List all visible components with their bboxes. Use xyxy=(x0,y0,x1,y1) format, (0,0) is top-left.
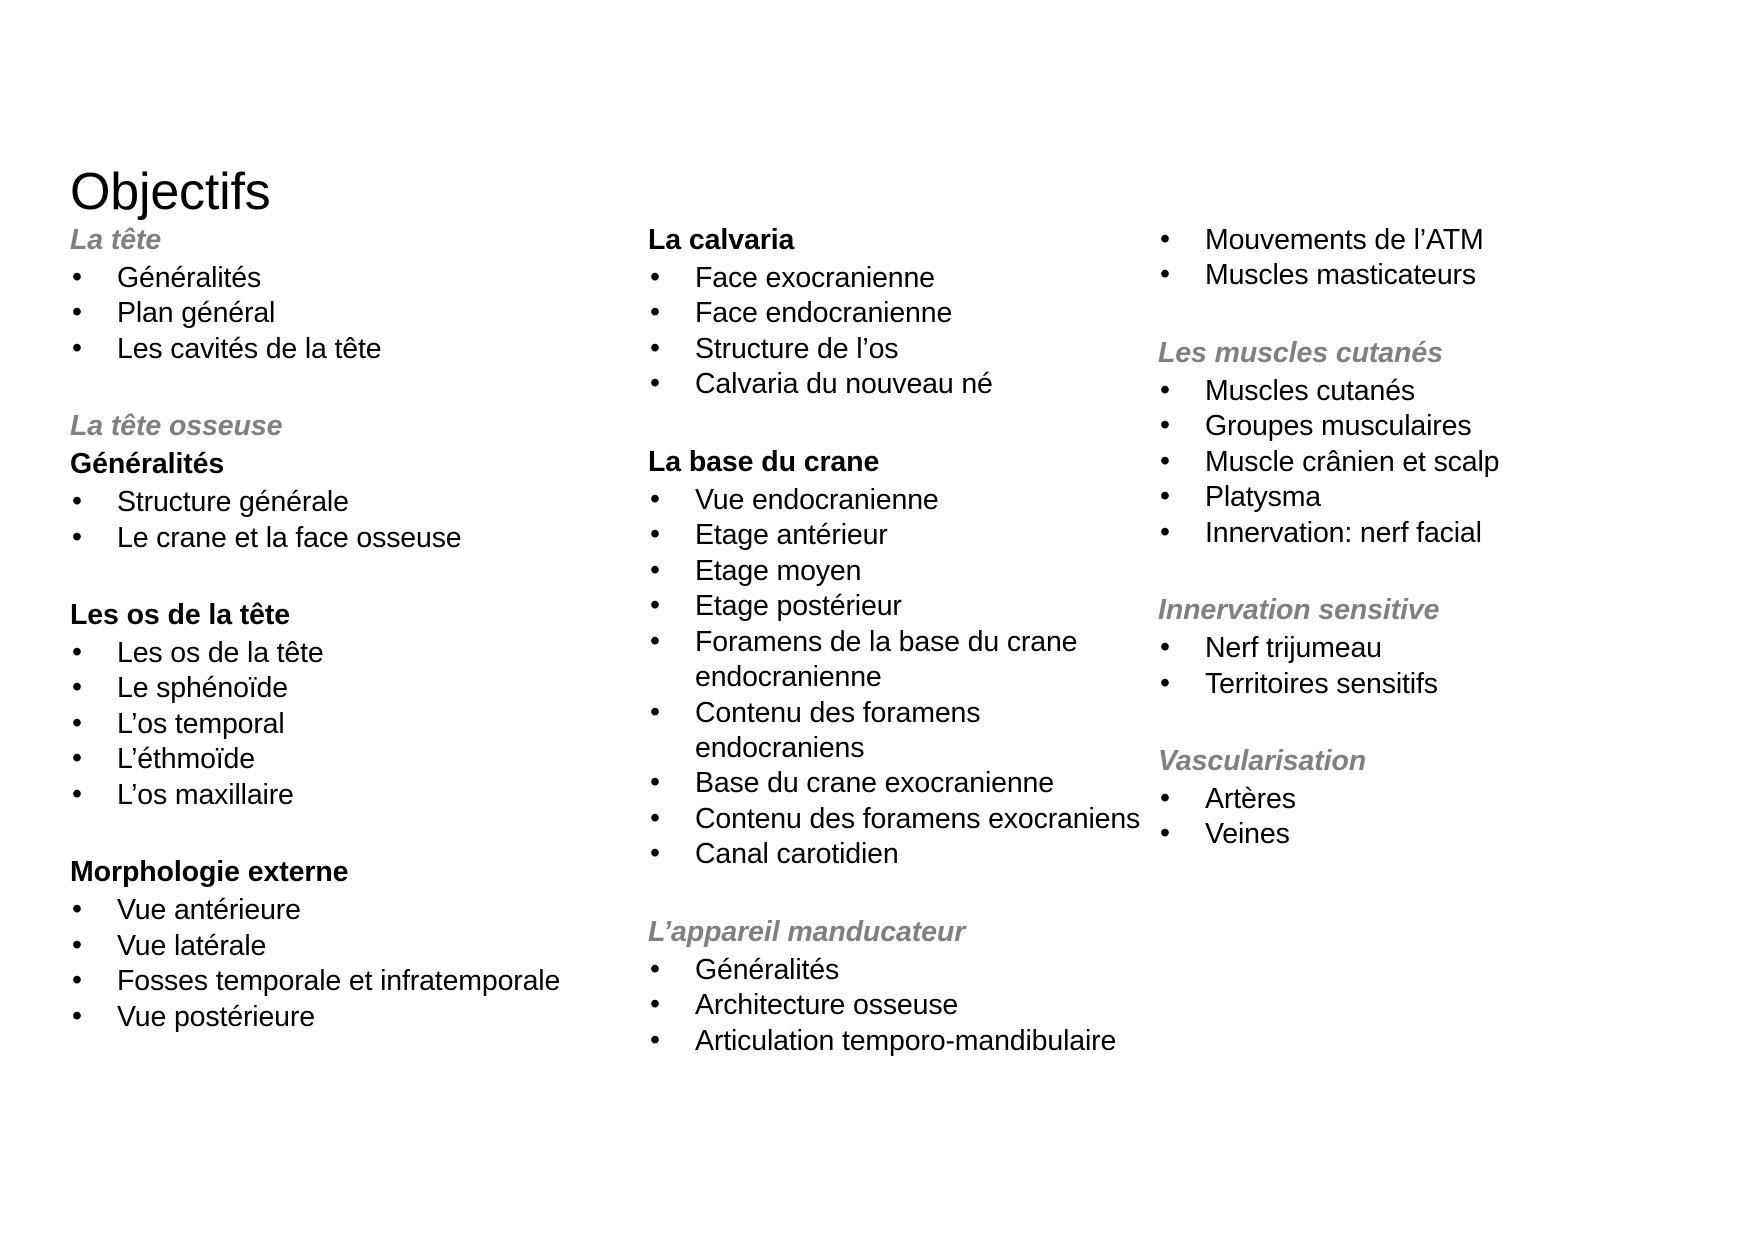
list-item: • Vue latérale xyxy=(70,929,634,964)
list-item: • Muscles cutanés xyxy=(1158,374,1658,409)
section-heading: Innervation sensitive xyxy=(1158,594,1440,627)
content-block xyxy=(70,223,634,367)
list-item: • Face exocranienne xyxy=(648,261,1148,296)
list-item: • Fosses temporale et infratemporale xyxy=(70,964,634,999)
list-item: • Vue postérieure xyxy=(70,1000,634,1035)
list-item: • Contenu des foramens exocraniens xyxy=(648,802,1148,837)
content-block xyxy=(648,223,1148,403)
list-item: • Innervation: nerf facial xyxy=(1158,516,1658,551)
list-item: • Mouvements de l’ATM xyxy=(1158,223,1658,258)
column-3 xyxy=(1158,223,1658,853)
bullet-list xyxy=(648,483,1148,873)
list-item: • Platysma xyxy=(1158,480,1658,515)
section-heading: Vascularisation xyxy=(1158,745,1367,778)
content-columns xyxy=(70,223,1695,1059)
bullet-list xyxy=(1158,223,1658,294)
bullet-list xyxy=(70,485,634,556)
sub-heading: La calvaria xyxy=(648,224,795,256)
list-item: • Le crane et la face osseuse xyxy=(70,521,634,556)
list-item: • Muscles masticateurs xyxy=(1158,258,1658,293)
column-1 xyxy=(70,223,648,1035)
content-block xyxy=(1158,744,1658,853)
list-item: • Nerf trijumeau xyxy=(1158,631,1658,666)
sub-heading: Généralités xyxy=(70,448,225,481)
list-item: • Contenu des foramens endocraniens xyxy=(648,696,1148,767)
list-item: • Etage antérieur xyxy=(648,518,1148,553)
bullet-list xyxy=(1158,631,1658,702)
list-item: • L’os temporal xyxy=(70,707,634,742)
list-item: • Artères xyxy=(1158,782,1658,817)
column-2 xyxy=(648,223,1158,1059)
list-item: • Architecture osseuse xyxy=(648,988,1148,1023)
bullet-list xyxy=(1158,374,1658,551)
list-item: • Le sphénoïde xyxy=(70,671,634,706)
list-item: • Structure générale xyxy=(70,485,634,520)
list-item: • Etage moyen xyxy=(648,554,1148,589)
sub-heading: Morphologie externe xyxy=(70,856,349,889)
bullet-list xyxy=(648,261,1148,403)
content-block xyxy=(1158,223,1658,294)
list-item: • Muscle crânien et scalp xyxy=(1158,445,1658,480)
bullet-list xyxy=(1158,782,1658,853)
list-item: • Vue endocranienne xyxy=(648,483,1148,518)
list-item: • Plan général xyxy=(70,296,634,331)
bullet-list xyxy=(70,636,634,813)
bullet-list xyxy=(70,893,634,1035)
list-item: • Vue antérieure xyxy=(70,893,634,928)
list-item: • Foramens de la base du crane endocranienne xyxy=(648,625,1148,696)
list-item: • Canal carotidien xyxy=(648,837,1148,872)
content-block xyxy=(70,598,634,813)
content-block xyxy=(648,445,1148,873)
page-title: Objectifs xyxy=(70,162,271,221)
list-item: • Veines xyxy=(1158,817,1658,852)
sub-heading: La base du crane xyxy=(648,445,880,478)
bullet-list xyxy=(70,261,634,367)
list-item: • Les cavités de la tête xyxy=(70,332,634,367)
list-item: • Base du crane exocranienne xyxy=(648,766,1148,801)
content-block xyxy=(1158,593,1658,702)
list-item: • Structure de l’os xyxy=(648,332,1148,367)
list-item: • Généralités xyxy=(70,261,634,296)
content-block xyxy=(70,409,634,556)
section-heading: L’appareil manducateur xyxy=(648,915,966,948)
section-heading: Les muscles cutanés xyxy=(1158,336,1443,369)
section-heading: La tête osseuse xyxy=(70,410,283,443)
sub-heading: Les os de la tête xyxy=(70,599,291,632)
content-block xyxy=(1158,336,1658,551)
list-item: • Calvaria du nouveau né xyxy=(648,367,1148,402)
list-item: • Etage postérieur xyxy=(648,589,1148,624)
list-item: • Articulation temporo-mandibulaire xyxy=(648,1024,1148,1059)
content-block xyxy=(648,915,1148,1059)
list-item: • Groupes musculaires xyxy=(1158,409,1658,444)
content-block xyxy=(70,855,634,1035)
list-item: • L’éthmoïde xyxy=(70,742,634,777)
list-item: • Les os de la tête xyxy=(70,636,634,671)
section-heading: La tête xyxy=(70,224,162,256)
list-item: • Territoires sensitifs xyxy=(1158,667,1658,702)
bullet-list xyxy=(648,953,1148,1059)
list-item: • Généralités xyxy=(648,953,1148,988)
list-item: • L’os maxillaire xyxy=(70,778,634,813)
list-item: • Face endocranienne xyxy=(648,296,1148,331)
